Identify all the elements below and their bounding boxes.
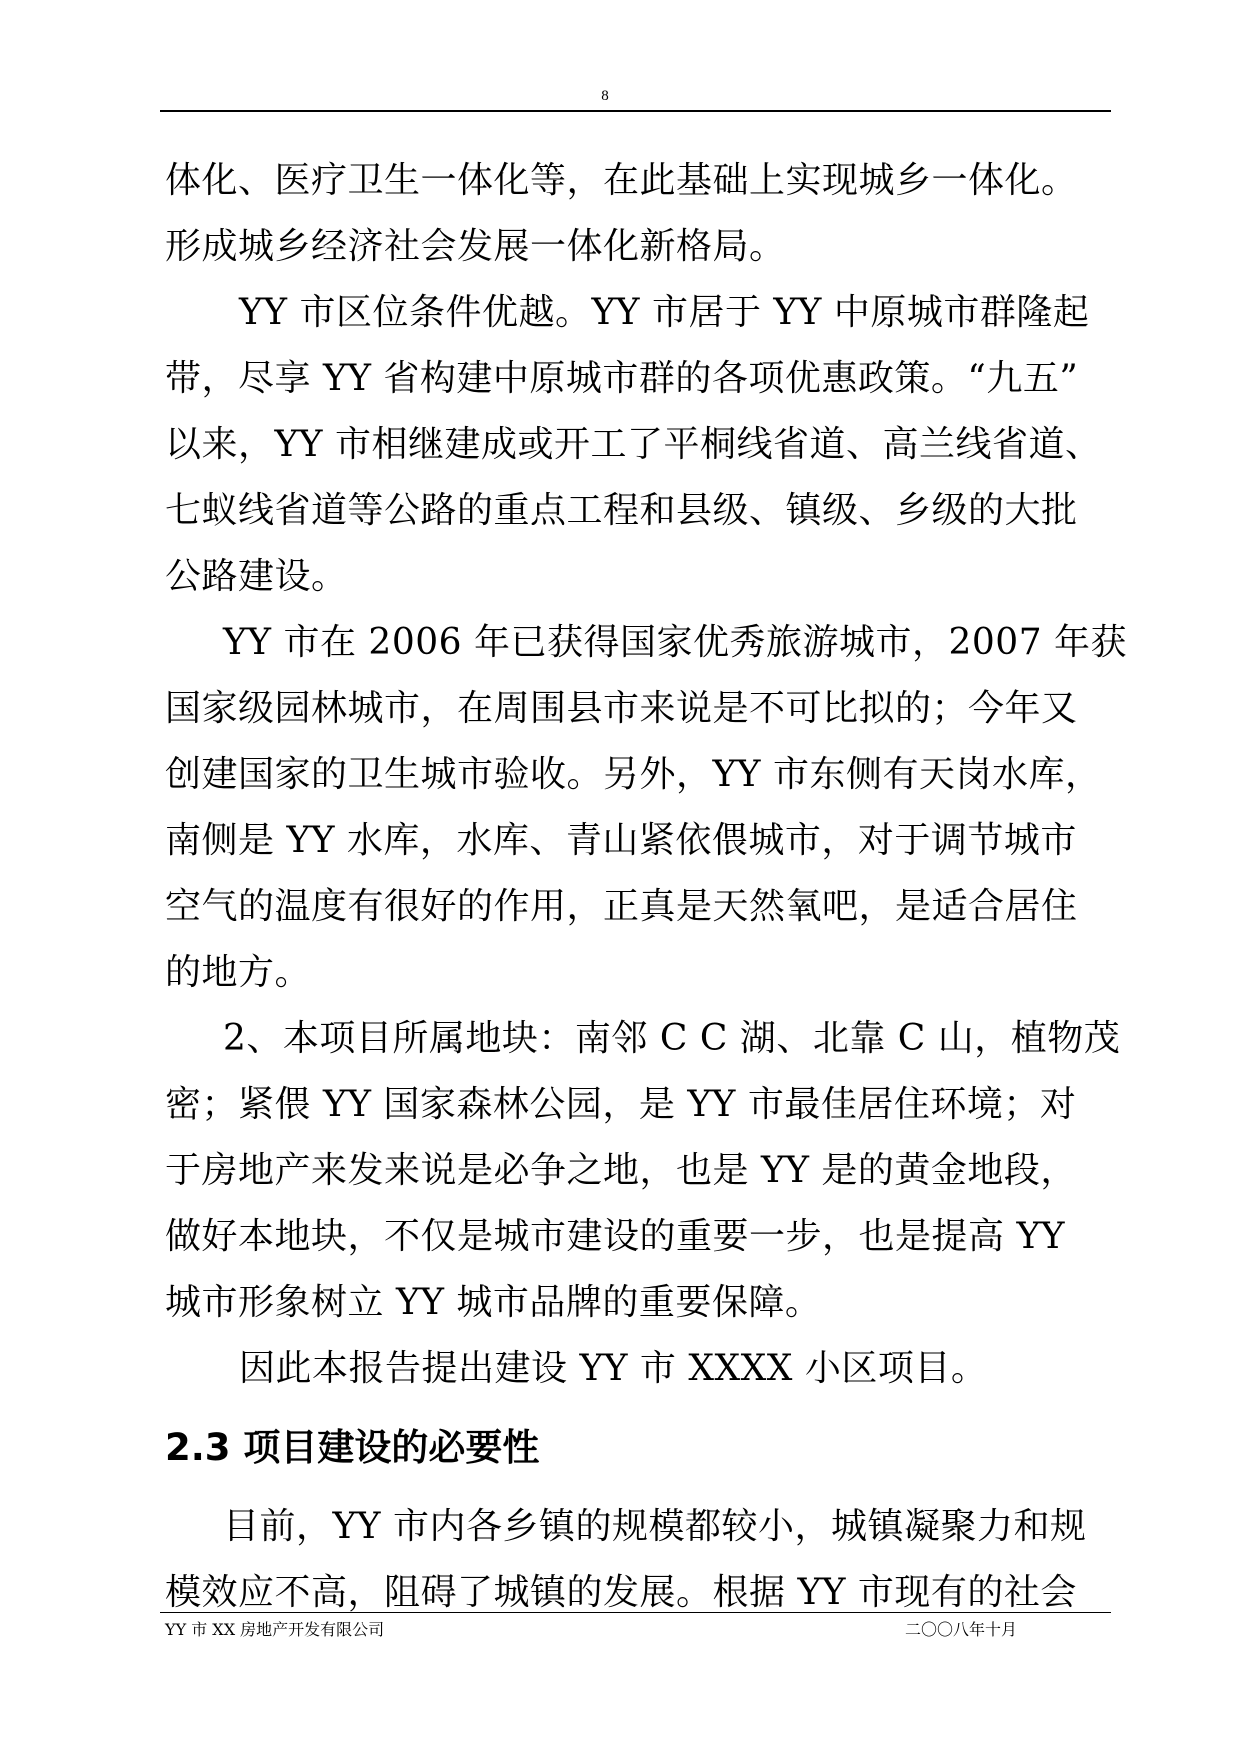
paragraph-line: 于房地产来发来说是必争之地，也是 YY 是的黄金地段， bbox=[165, 1150, 1077, 1191]
paragraph-line: 做好本地块，不仅是城市建设的重要一步，也是提高 YY bbox=[165, 1216, 1065, 1257]
body-text bbox=[165, 148, 1128, 1626]
paragraph-line: 密；紧偎 YY 国家森林公园，是 YY 市最佳居住环境；对 bbox=[165, 1084, 1077, 1125]
paragraph-line: 模效应不高，阻碍了城镇的发展。根据 YY 市现有的社会 bbox=[165, 1572, 1077, 1613]
paragraph-line: 形成城乡经济社会发展一体化新格局。 bbox=[165, 226, 786, 267]
footer-date: 二〇〇八年十月 bbox=[905, 1620, 1018, 1639]
paragraph-line: 因此本报告提出建设 YY 市 XXXX 小区项目。 bbox=[239, 1348, 988, 1389]
paragraph-line: 以来，YY 市相继建成或开工了平桐线省道、高兰线省道、 bbox=[165, 424, 1102, 465]
paragraph-line: 创建国家的卫生城市验收。另外，YY 市东侧有天岗水库， bbox=[165, 754, 1102, 795]
paragraph-line: YY 市区位条件优越。YY 市居于 YY 中原城市群隆起 bbox=[239, 292, 1090, 333]
header-rule bbox=[160, 110, 1111, 112]
paragraph-line: 七蚁线省道等公路的重点工程和县级、镇级、乡级的大批 bbox=[165, 490, 1078, 531]
paragraph-line: 2、本项目所属地块：南邻 C C 湖、北靠 C 山，植物茂 bbox=[223, 1018, 1121, 1059]
paragraph-line: 的地方。 bbox=[165, 952, 312, 993]
paragraph-line: 城市形象树立 YY 城市品牌的重要保障。 bbox=[165, 1282, 822, 1323]
paragraph-line: 目前，YY 市内各乡镇的规模都较小，城镇凝聚力和规 bbox=[223, 1506, 1087, 1547]
page-number: 8 bbox=[601, 88, 609, 104]
paragraph-line: 公路建设。 bbox=[165, 556, 348, 597]
paragraph-line: 体化、医疗卫生一体化等，在此基础上实现城乡一体化。 bbox=[165, 160, 1078, 201]
paragraph-line: 空气的温度有很好的作用，正真是天然氧吧，是适合居住 bbox=[165, 886, 1078, 927]
footer-rule bbox=[160, 1612, 1111, 1613]
paragraph-line: 带，尽享 YY 省构建中原城市群的各项优惠政策。“九五” bbox=[165, 358, 1079, 399]
section-heading: 2.3 项目建设的必要性 bbox=[165, 1426, 540, 1469]
paragraph-line: YY 市在 2006 年已获得国家优秀旅游城市，2007 年获 bbox=[223, 622, 1128, 663]
paragraph-line: 国家级园林城市，在周围县市来说是不可比拟的；今年又 bbox=[165, 688, 1078, 729]
paragraph-line: 南侧是 YY 水库，水库、青山紧依偎城市，对于调节城市 bbox=[165, 820, 1077, 861]
footer-company: YY 市 XX 房地产开发有限公司 bbox=[165, 1620, 385, 1639]
